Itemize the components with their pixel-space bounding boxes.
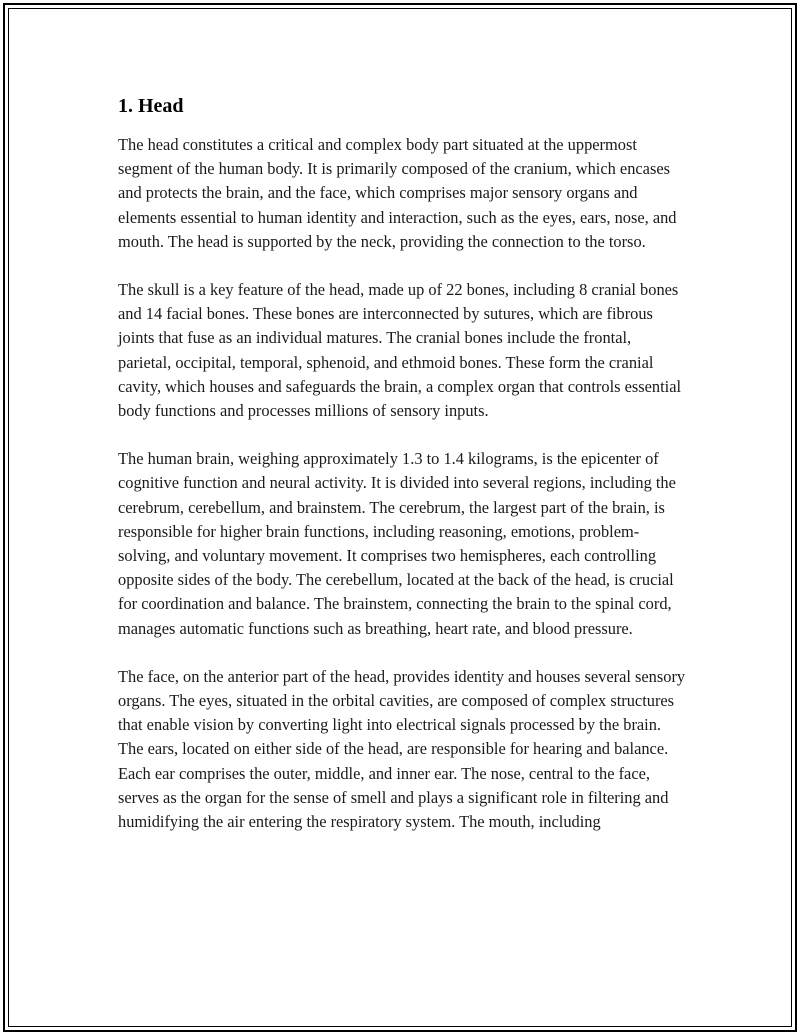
paragraph-head-overview: The head constitutes a critical and complex body part situated at the uppermost segment of the human body. It is primarily composed of the cranium, which encases and protects the brain, and the face, which comprises major sensory organs and elements essential to human identity and interaction, such as the eyes, ears, nose, and mouth. The head is supported by the neck, providing the connection to the torso.	[118, 135, 677, 251]
paragraph-face: The face, on the anterior part of the head, provides identity and houses several sensory organs. The eyes, situated in the orbital cavities, are composed of complex structures that enable vision by converting light into electrical signals processed by the brain. The ears, located on either side of the head, are responsible for hearing and balance. Each ear comprises the outer, middle, and inner ear. The nose, central to the face, serves as the organ for the sense of smell and plays a significant role in filtering and humidifying the air entering the respiratory system. The mouth, including	[118, 666, 686, 832]
paragraph-brain: The human brain, weighing approximately 1.3 to 1.4 kilograms, is the epicenter of cognitive function and neural activity. It is divided into several regions, including the cerebrum, cerebellum, and brainstem. The cerebrum, the largest part of the brain, is responsible for higher brain functions, including reasoning, emotions, problem-solving, and voluntary movement. It comprises two hemispheres, each controlling opposite sides of the body. The cerebellum, located at the back of the head, is crucial for coordination and balance. The brainstem, connecting the brain to the spinal cord, manages automatic functions such as breathing, heart rate, and blood pressure.	[118, 449, 676, 638]
paragraph-skull: The skull is a key feature of the head, made up of 22 bones, including 8 cranial bones and 14 facial bones. These bones are interconnected by sutures, which are fibrous joints that fuse as an individual matures. The cranial bones include the frontal, parietal, occipital, temporal, sphenoid, and ethmoid bones. These form the cranial cavity, which houses and safeguards the brain, a complex organ that controls essential body functions and processes millions of sensory inputs.	[118, 280, 682, 421]
document-body	[118, 92, 688, 858]
section-heading: 1. Head	[118, 95, 184, 117]
